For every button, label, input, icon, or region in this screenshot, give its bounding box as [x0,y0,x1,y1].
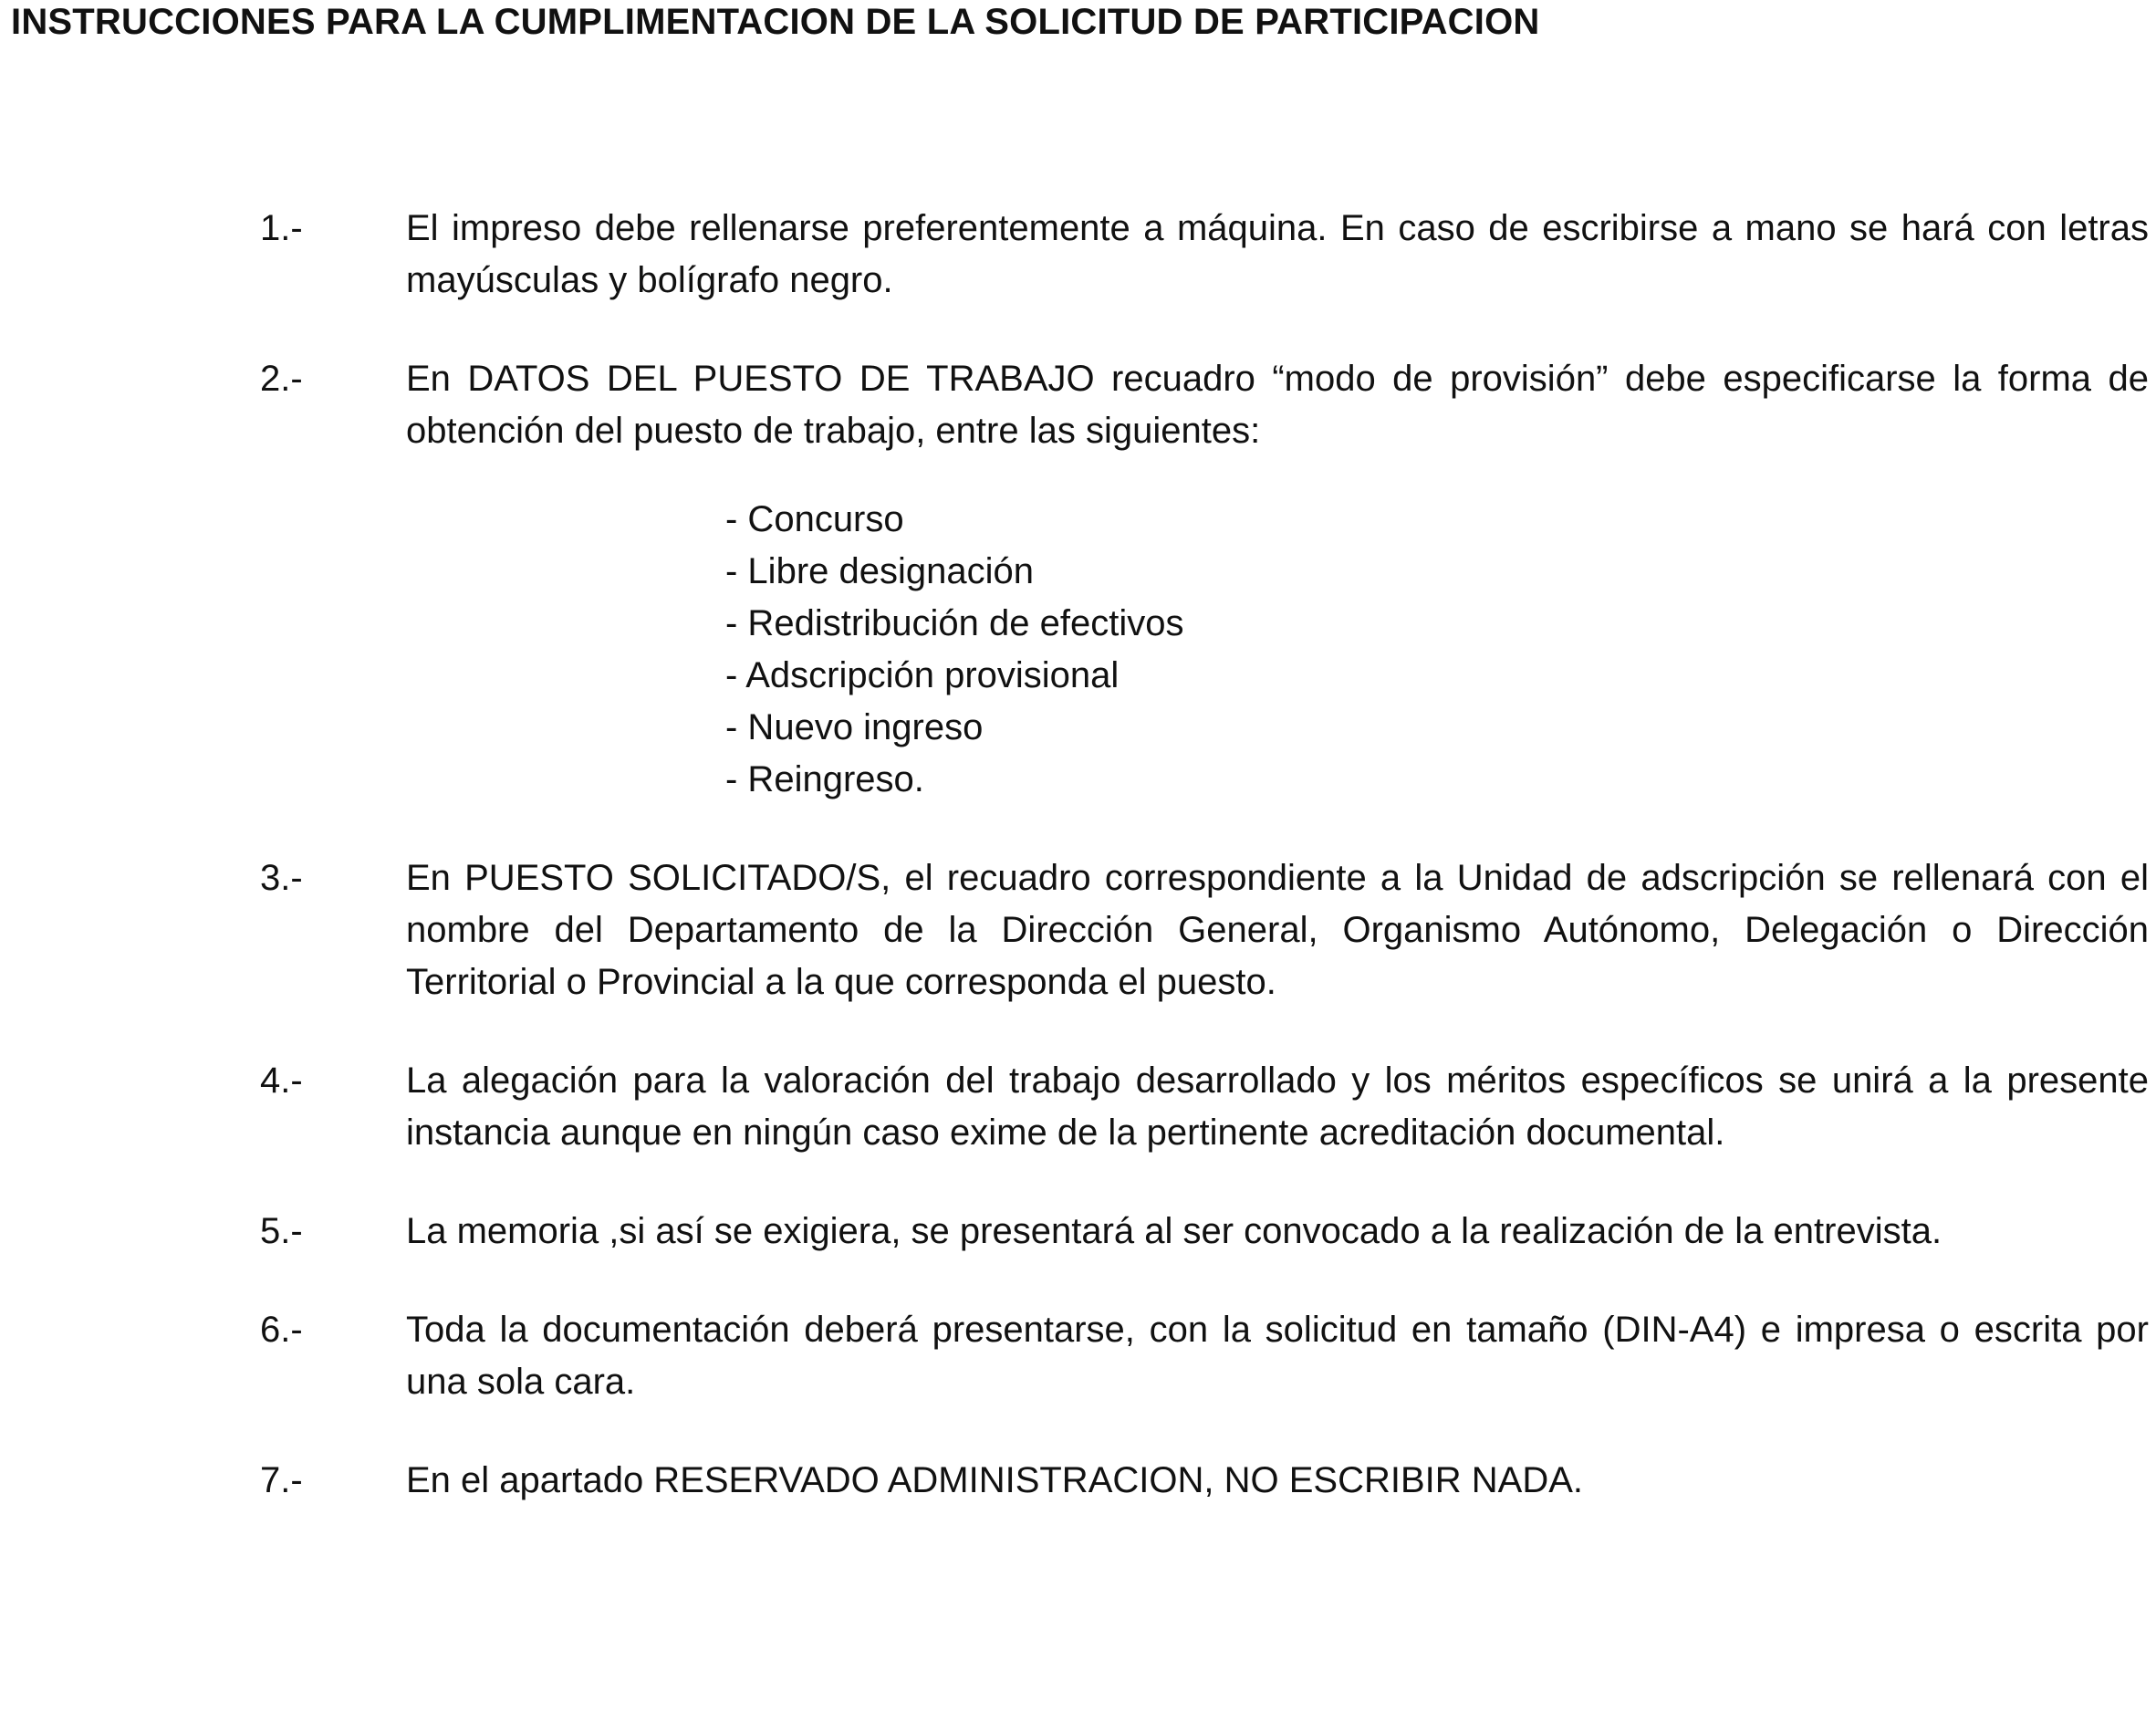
instruction-text: La memoria ,si así se exigiera, se presentará al ser convocado a la realización de la entrevista. [406,1211,1942,1251]
instruction-text: En DATOS DEL PUESTO DE TRABAJO recuadro “modo de provisión” debe especificarse la forma de obtención del puesto de trabajo, entre las siguientes: [406,359,2149,451]
provision-mode-option: - Concurso [725,499,904,539]
instruction-item-2 [260,353,2149,806]
instruction-number: 2.- [260,359,303,399]
instruction-number: 1.- [260,208,303,248]
provision-mode-option: - Libre designación [725,551,1034,591]
instruction-item-3 [260,852,2149,1008]
instruction-text: La alegación para la valoración del trabajo desarrollado y los méritos específicos se unirá a la presente instancia aunque en ningún caso exime de la pertinente acreditación documental. [406,1060,2149,1153]
instruction-item-6 [260,1304,2149,1408]
instruction-text: En el apartado RESERVADO ADMINISTRACION, NO ESCRIBIR NADA. [406,1460,1583,1500]
instruction-item-7 [260,1455,2149,1507]
provision-mode-option: - Reingreso. [725,759,924,799]
provision-mode-option: - Redistribución de efectivos [725,603,1184,643]
provision-mode-list [725,494,2149,806]
instructions-list [260,203,2149,1553]
instruction-body [406,353,2149,806]
instruction-number: 4.- [260,1060,303,1101]
instruction-item-5 [260,1206,2149,1258]
provision-mode-option: - Nuevo ingreso [725,707,984,747]
instruction-number: 3.- [260,858,303,898]
instruction-item-4 [260,1055,2149,1159]
instruction-number: 6.- [260,1310,303,1350]
instruction-number: 7.- [260,1460,303,1500]
document-title: INSTRUCCIONES PARA LA CUMPLIMENTACION DE LA SOLICITUD DE PARTICIPACION [11,2,1540,42]
provision-mode-option: - Adscripción provisional [725,655,1120,695]
instruction-text: En PUESTO SOLICITADO/S, el recuadro correspondiente a la Unidad de adscripción se rellenará con el nombre del Departamento de la Dirección General, Organismo Autónomo, Delegación o Dirección Territorial o Provincial a la que corresponda el puesto. [406,858,2149,1002]
instruction-text: Toda la documentación deberá presentarse, con la solicitud en tamaño (DIN-A4) e impresa o escrita por una sola cara. [406,1310,2149,1402]
instruction-number: 5.- [260,1211,303,1251]
instruction-item-1 [260,203,2149,307]
instruction-text: El impreso debe rellenarse preferentemente a máquina. En caso de escribirse a mano se hará con letras mayúsculas y bolígrafo negro. [406,208,2149,300]
